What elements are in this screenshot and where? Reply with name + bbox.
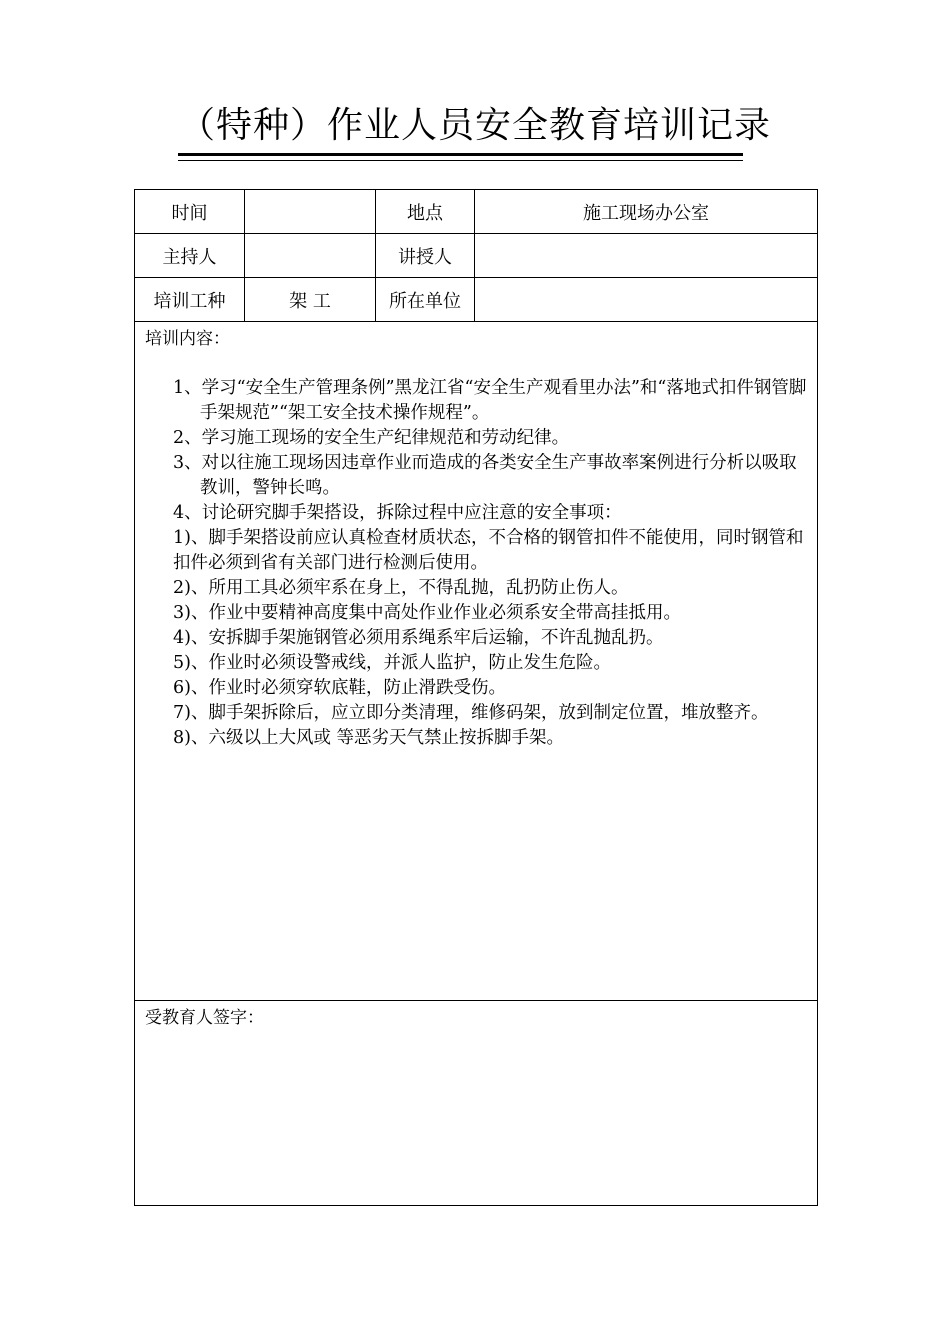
title-underline-thick [178, 153, 743, 156]
training-content-list [145, 376, 807, 751]
row-host-lecturer [135, 234, 818, 278]
content-item: 5)、作业时必须设警戒线，并派人监护，防止发生危险。 [173, 653, 611, 673]
training-record-table [134, 189, 818, 1206]
document-title: （特种）作业人员安全教育培训记录 [178, 105, 771, 146]
content-item: 7)、脚手架拆除后，应立即分类清理，维修码架，放到制定位置，堆放整齐。 [173, 703, 769, 723]
row-training-content [135, 322, 818, 1001]
content-item: 8)、六级以上大风或 等恶劣天气禁止按拆脚手架。 [173, 728, 565, 748]
training-content-cell [135, 322, 818, 1001]
trade-label: 培训工种 [135, 278, 245, 322]
lecturer-label: 讲授人 [376, 234, 475, 278]
lecturer-value[interactable] [475, 234, 818, 278]
content-item: 1、学习“安全生产管理条例”黑龙江省“安全生产观看里办法”和“落地式扣件钢管脚手架规范”“架工安全技术操作规程”。 [173, 378, 807, 423]
content-item: 3)、作业中要精神高度集中高处作业作业必须系安全带高挂抵用。 [173, 603, 681, 623]
location-label: 地点 [376, 190, 475, 234]
row-trade-unit [135, 278, 818, 322]
trade-value[interactable]: 架 工 [245, 278, 376, 322]
time-value[interactable] [245, 190, 376, 234]
signature-label: 受教育人签字： [145, 1008, 264, 1028]
time-label: 时间 [135, 190, 245, 234]
row-signature [135, 1001, 818, 1206]
signature-cell[interactable] [135, 1001, 818, 1206]
content-item: 4)、安拆脚手架施钢管必须用系绳系牢后运输，不许乱抛乱扔。 [173, 628, 664, 648]
content-item: 4、讨论研究脚手架搭设，拆除过程中应注意的安全事项： [173, 503, 622, 523]
training-content-label: 培训内容： [145, 329, 230, 349]
unit-value[interactable] [475, 278, 818, 322]
content-item: 6)、作业时必须穿软底鞋，防止滑跌受伤。 [173, 678, 506, 698]
title-underline-thin [178, 160, 743, 161]
content-item: 2、学习施工现场的安全生产纪律规范和劳动纪律。 [173, 428, 570, 448]
content-item: 2)、所用工具必须牢系在身上，不得乱抛，乱扔防止伤人。 [173, 578, 629, 598]
content-item: 3、对以往施工现场因违章作业而造成的各类安全生产事故率案例进行分析以吸取教训，警钟长鸣。 [173, 453, 797, 498]
host-label: 主持人 [135, 234, 245, 278]
host-value[interactable] [245, 234, 376, 278]
unit-label: 所在单位 [376, 278, 475, 322]
location-value[interactable]: 施工现场办公室 [475, 190, 818, 234]
content-item: 1)、脚手架搭设前应认真检查材质状态，不合格的钢管扣件不能使用，同时钢管和扣件必须到省有关部门进行检测后使用。 [173, 528, 804, 573]
row-time-location [135, 190, 818, 234]
